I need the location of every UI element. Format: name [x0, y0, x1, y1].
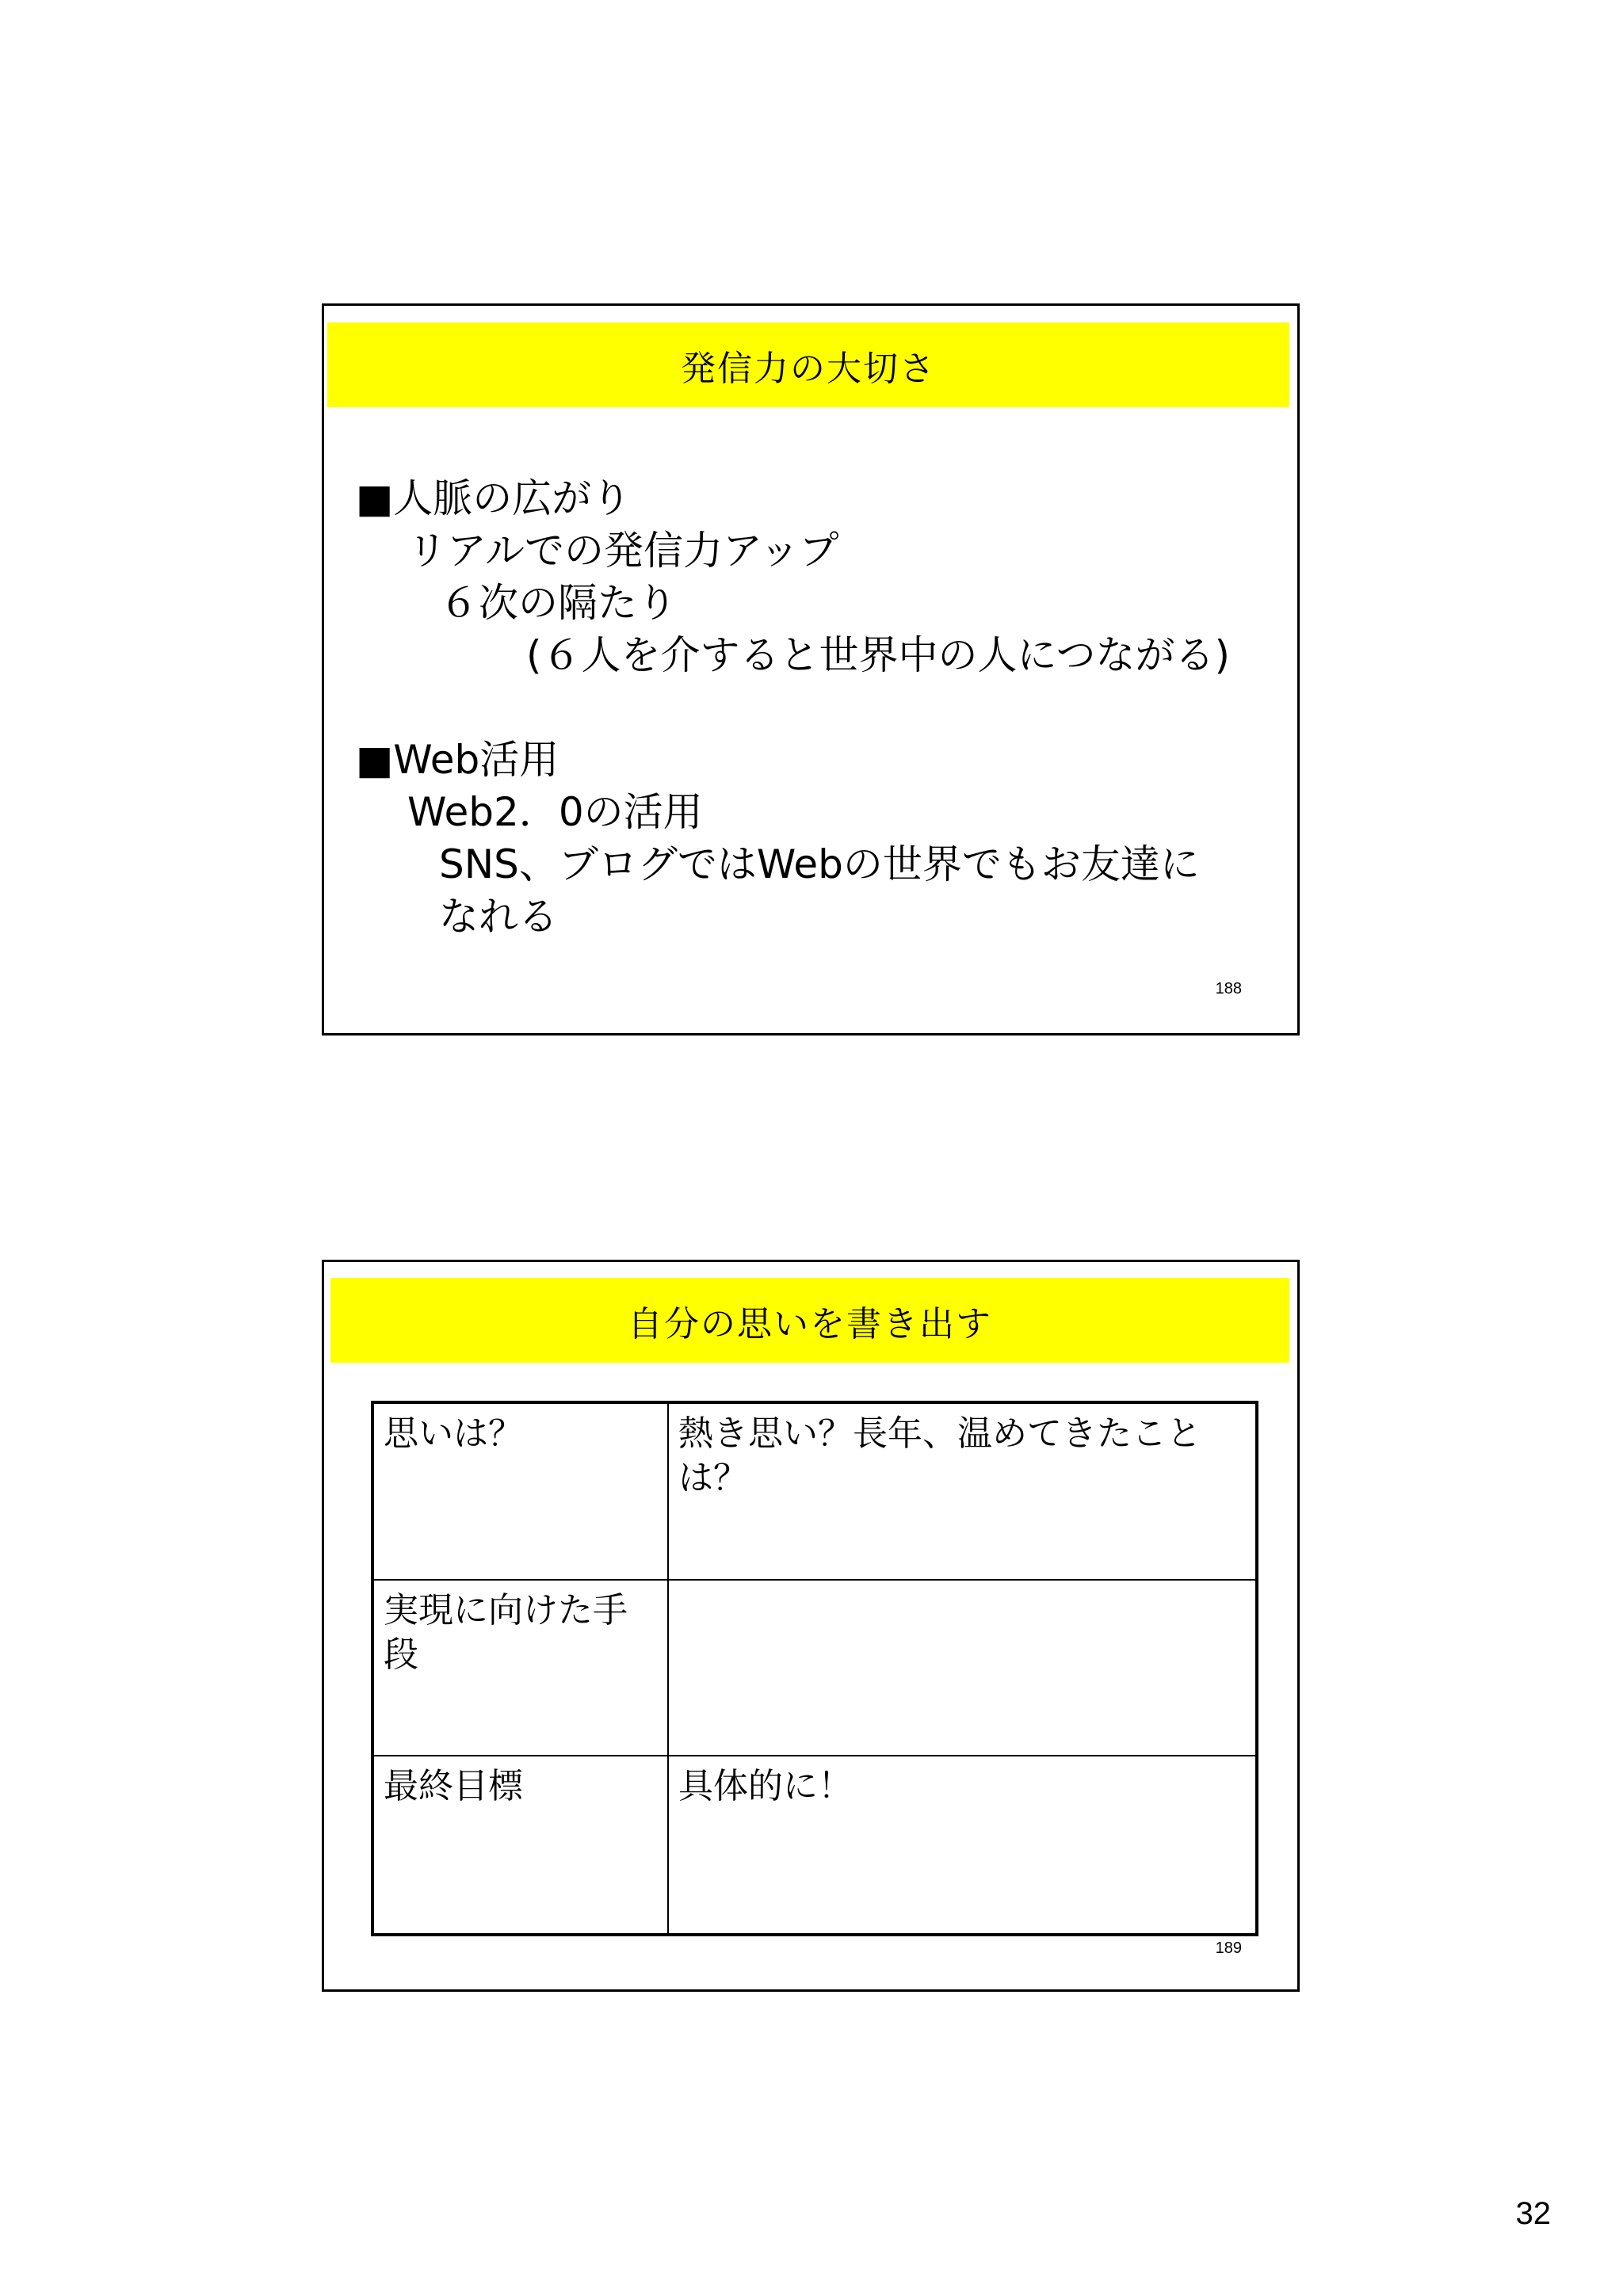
sub-sub-point: ６次の隔たり: [439, 580, 677, 626]
slide-title: 発信力の大切さ: [327, 322, 1289, 407]
table-row-value: 熱き思い？長年、温めてきたことは？: [669, 1404, 1255, 1581]
sub-point: Web2．0の活用: [407, 789, 703, 835]
slide-title: 自分の思いを書き出す: [330, 1278, 1289, 1363]
slide-number: 188: [1215, 980, 1242, 997]
sub-sub-point: なれる: [439, 894, 558, 940]
bullet-heading: ■人脈の広がり: [356, 475, 632, 521]
table-row-label: 実現に向けた手段: [374, 1581, 669, 1757]
bullet-heading: ■Web活用: [356, 737, 559, 783]
slide-189: [322, 1260, 1300, 1992]
table-row-value: [669, 1581, 1255, 1757]
slide-body: [356, 472, 1274, 943]
table-row-label: 最終目標: [374, 1756, 669, 1933]
sub-sub-point: SNS、ブログではWebの世界でもお友達に: [439, 841, 1200, 887]
worksheet-table: [371, 1401, 1258, 1936]
note-text: (６人を介すると世界中の人につながる): [526, 632, 1231, 678]
page-number: 32: [1515, 2196, 1551, 2231]
table-row-label: 思いは？: [374, 1404, 669, 1581]
slide-188: [322, 303, 1300, 1035]
slide-number: 189: [1215, 1939, 1242, 1957]
table-row-value: 具体的に！: [678, 1766, 853, 1807]
sub-point: リアルでの発信力アップ: [407, 528, 839, 574]
